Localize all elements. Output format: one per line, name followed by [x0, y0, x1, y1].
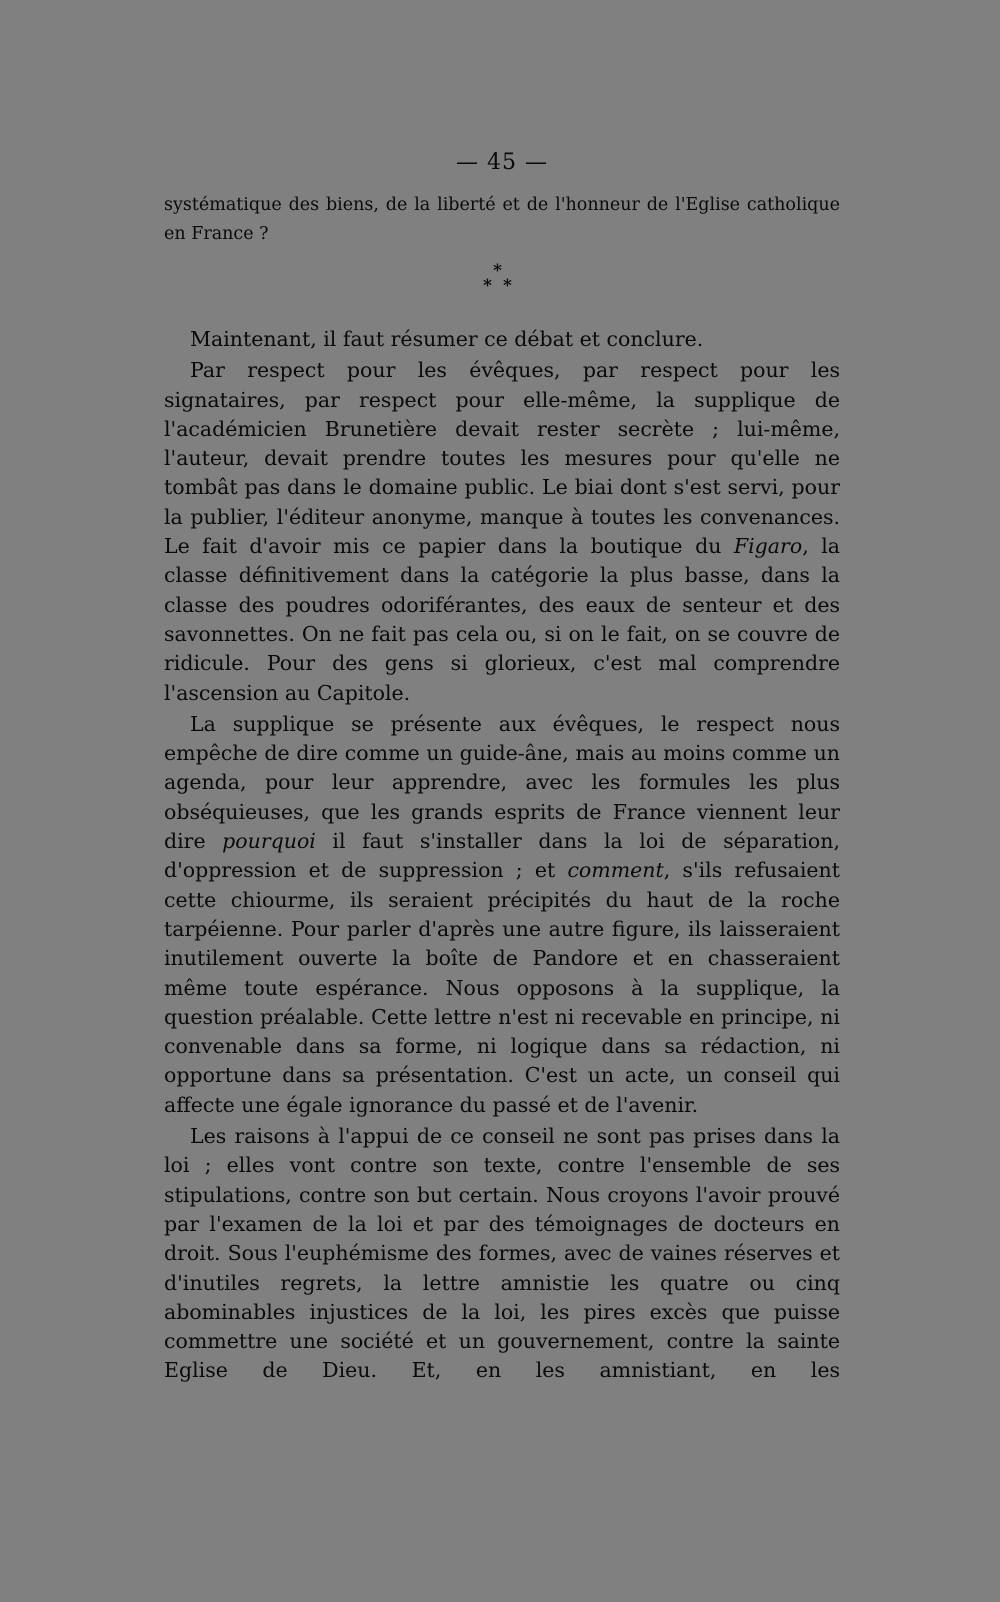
paragraph-supplique [164, 710, 840, 1120]
page-number: — 45 — [456, 150, 548, 175]
paragraph-supplique-part1: La supplique se présente aux évêques, le respect nous empêche de dire comme un guide-âne, mais au moins comme un agenda, pour leur apprendre, avec les formules les plus obséquieuses, que les grands esprits de France viennent leur dire [164, 711, 840, 854]
comment-italic: comment [567, 858, 664, 883]
asterism-star-right: * [503, 276, 512, 296]
paragraph-raisons: Les raisons à l'appui de ce conseil ne sont pas prises dans la loi ; elles vont contre son texte, contre l'ensemble de ses stipulations, contre son but certain. Nous croyons l'avoir prouvé par l'examen de la loi et par des témoignages de docteurs en droit. Sous l'euphémisme des formes, avec de vaines réserves et d'inutiles regrets, la lettre amnistie les quatre ou cinq abominables injustices de la loi, les pires excès que puisse commettre une société et un gouvernement, contre la sainte Eglise de Dieu. Et, en les amnistiant, en les [164, 1124, 840, 1383]
asterism-star-top: * [493, 261, 502, 281]
paragraph-respect-part2: , la classe définitivement dans la catégorie la plus basse, dans la classe des poudres odoriférantes, des eaux de senteur et des savonnettes. On ne fait pas cela ou, si on le fait, on se couvre de ridicule. Pour des gens si glorieux, c'est mal comprendre l'ascension au Capitole. [164, 534, 840, 705]
paragraph-respect-part1: Par respect pour les évêques, par respect pour les signataires, par respect pour elle-même, la supplique de l'académicien Brunetière devait rester secrète ; lui-même, l'auteur, devait prendre toutes les mesures pour qu'elle ne tombât pas dans le domaine public. Le biai dont s'est servi, pour la publier, l'éditeur anonyme, manque à toutes les convenances. Le fait d'avoir mis ce papier dans la boutique du [164, 358, 840, 559]
paragraph-supplique-part2: il faut s'installer dans la loi de séparation, d'oppression et de suppression ; et [164, 829, 840, 883]
continuation-text: systématique des biens, de la liberté et de l'honneur de l'Eglise catholique en France ? [164, 195, 840, 244]
pourquoi-italic: pourquoi [222, 829, 316, 854]
paragraph-respect [164, 356, 840, 708]
asterism-divider [164, 257, 840, 323]
figaro-italic: Figaro [733, 534, 803, 559]
paragraph-supplique-part3: , s'ils refusaient cette chiourme, ils seraient précipités du haut de la roche tarpéienne. Pour parler d'après une autre figure, ils laisseraient inutilement ouverte la boîte de Pandore et en chasseraient même toute espérance. Nous opposons à la supplique, la question préalable. Cette lettre n'est ni recevable en principe, ni convenable dans sa forme, ni logique dans sa rédaction, ni opportune dans sa présentation. C'est un acte, un conseil qui affecte une égale ignorance du passé et de l'avenir. [164, 858, 840, 1117]
paragraph-conclusion: Maintenant, il faut résumer ce débat et conclure. [190, 327, 704, 351]
asterism-star-left: * [483, 276, 492, 296]
book-page [164, 150, 840, 1388]
